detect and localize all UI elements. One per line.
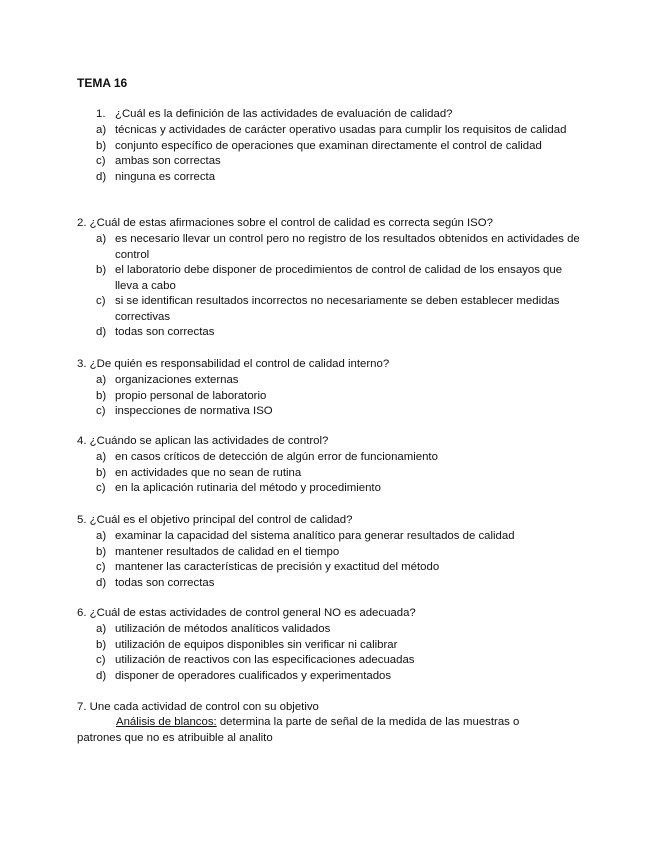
question-7-item-line-1 <box>116 715 519 731</box>
option-5b: b) mantener resultados de calidad en el tiempo <box>96 545 340 558</box>
option-1c: c) ambas son correctas <box>96 155 221 167</box>
option-6c: c) utilización de reactivos con las especificaciones adecuadas <box>96 654 415 666</box>
option-1a: a) técnicas y actividades de carácter operativo usadas para cumplir los requisitos de calidad <box>96 124 567 136</box>
question-6: 6. ¿Cuál de estas actividades de control general NO es adecuada? <box>77 607 416 619</box>
option-2c: c) si se identifican resultados incorrectos no necesariamente se deben establecer medidas correctivas <box>96 295 560 323</box>
question-5: 5. ¿Cuál es el objetivo principal del control de calidad? <box>77 514 353 526</box>
question-6-options <box>96 622 586 684</box>
question-4: 4. ¿Cuándo se aplican las actividades de control? <box>77 435 329 447</box>
page-title: TEMA 16 <box>77 76 128 90</box>
question-7-definition: determina la parte de señal de la medida de las muestras o <box>216 716 520 728</box>
option-1b: b) conjunto específico de operaciones que examinan directamente el control de calidad <box>96 139 542 152</box>
question-3-options <box>96 373 586 420</box>
question-7: 7. Une cada actividad de control con su objetivo <box>77 701 319 713</box>
question-3: 3. ¿De quién es responsabilidad el control de calidad interno? <box>77 358 390 370</box>
option-3a: a) organizaciones externas <box>96 374 239 386</box>
question-4-options <box>96 450 586 497</box>
option-5c: c) mantener las características de precisión y exactitud del método <box>96 561 440 573</box>
question-7-term: Análisis de blancos: <box>116 716 217 728</box>
option-3c: c) inspecciones de normativa ISO <box>96 405 273 417</box>
option-6d: d) disponer de operadores cualificados y experimentados <box>96 669 392 682</box>
question-7-item-line-2: patrones que no es atribuible al analito <box>77 732 273 744</box>
question-1-text: ¿Cuál es la definición de las actividades de evaluación de calidad? <box>115 108 453 120</box>
question-5-options <box>96 529 586 591</box>
option-1d: d) ninguna es correcta <box>96 170 216 183</box>
option-2b: b) el laboratorio debe disponer de procedimientos de control de calidad de los ensayos que lleva a cabo <box>96 264 563 292</box>
question-1-options <box>96 123 586 185</box>
option-5a: a) examinar la capacidad del sistema analítico para generar resultados de calidad <box>96 530 515 542</box>
question-2-options <box>96 232 586 341</box>
option-6a: a) utilización de métodos analíticos validados <box>96 623 331 635</box>
option-4b: b) en actividades que no sean de rutina <box>96 466 302 479</box>
option-2a: a) es necesario llevar un control pero no registro de los resultados obtenidos en actividades de control <box>96 233 580 261</box>
option-2d: d) todas son correctas <box>96 326 215 338</box>
option-5d: d) todas son correctas <box>96 576 215 589</box>
option-4c: c) en la aplicación rutinaria del método y procedimiento <box>96 482 381 494</box>
question-2: 2. ¿Cuál de estas afirmaciones sobre el control de calidad es correcta según ISO? <box>77 217 493 229</box>
question-1 <box>96 107 616 123</box>
option-3b: b) propio personal de laboratorio <box>96 389 267 402</box>
option-4a: a) en casos críticos de detección de algún error de funcionamiento <box>96 451 438 463</box>
option-6b: b) utilización de equipos disponibles sin verificar ni calibrar <box>96 638 398 651</box>
question-1-number: 1. <box>96 108 106 120</box>
